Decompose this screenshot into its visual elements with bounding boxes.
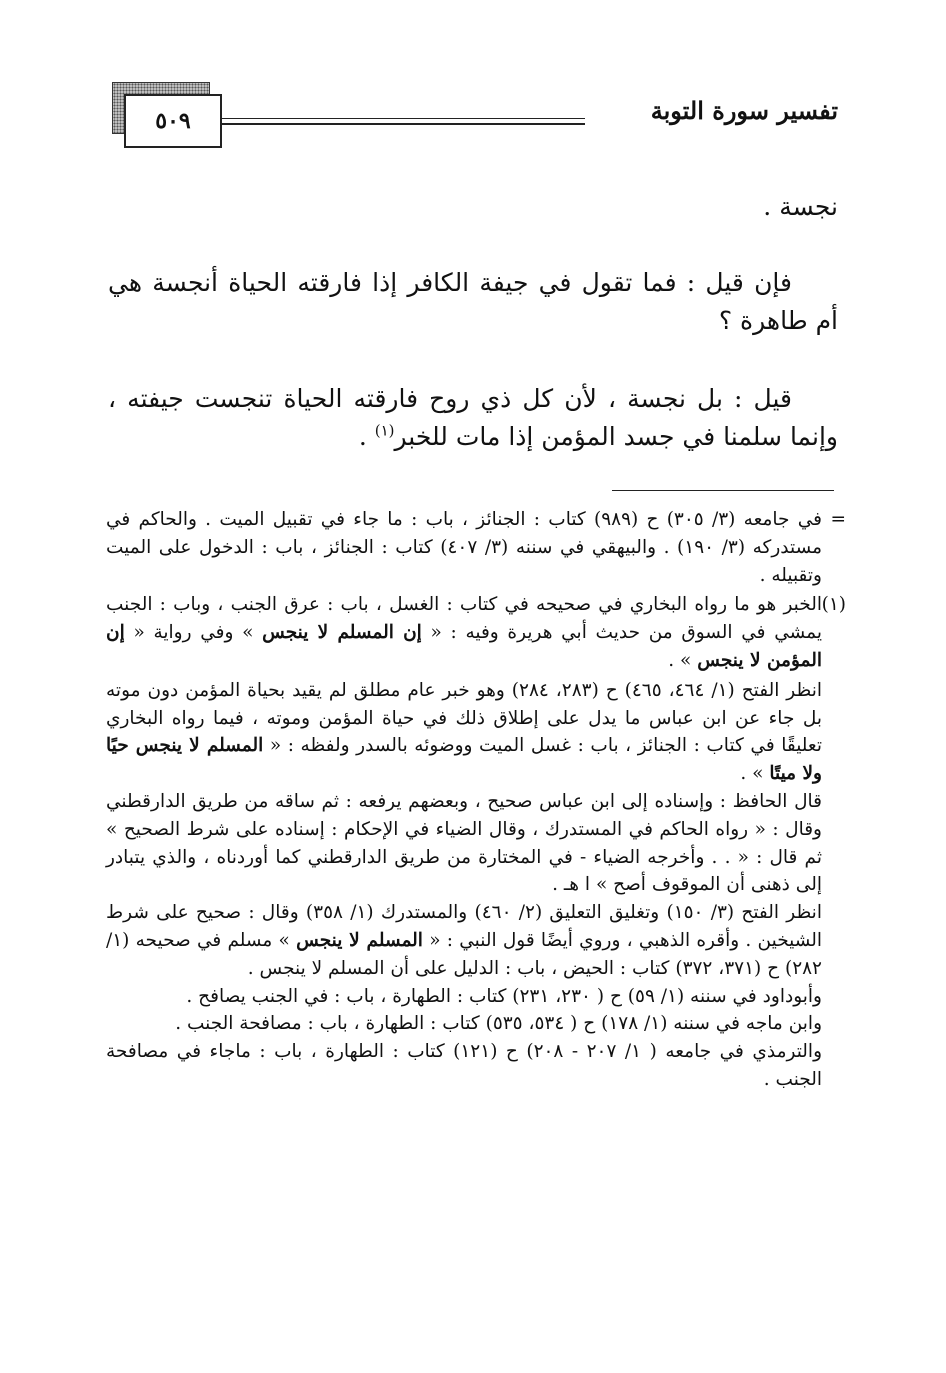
- footnote-1-text-e: » .: [668, 649, 692, 671]
- footnote-1-paragraph-4: [106, 899, 846, 982]
- footnote-separator: [612, 490, 834, 491]
- footnote-1-paragraph-7: والترمذي في جامعه ( ١/ ٢٠٧ - ٢٠٨) ح (١٢١) كتاب : الطهارة ، باب : ماجاء في مصافحة الجنب .: [106, 1041, 822, 1090]
- footnote-continuation-text: في جامعه (٣/ ٣٠٥) ح (٩٨٩) كتاب : الجنائز ، باب : ما جاء في تقبيل الميت . والحاكم في مستدركه (٣/ ١٩٠) . والبيهقي في سننه (٣/ ٤٠٧) كتاب : الجنائز ، باب : الدخول على الميت وتقبيله .: [106, 509, 822, 586]
- header-rule: [220, 118, 585, 119]
- hadith-quote-ibn-abbas: المسلم لا ينجس حيًا ولا ميتًا: [106, 735, 822, 785]
- footnote-1-paragraph-3: قال الحافظ : وإسناده إلى ابن عباس صحيح ، وبعضهم يرفعه : ثم ساقه من طريق الدارقطني وقال : « رواه الحاكم في المستدرك ، وقال الضياء في الإحكام : إسناده على شرط الصحيح » ثم قال : « . . وأخرجه الضياء - في المختارة من طريق الدارقطني كما أوردناه ، والذي يتبادر إلى ذهنى أن الموقوف أصح » ا هـ .: [106, 790, 822, 896]
- header-rule-thick: [220, 123, 585, 125]
- footnote-1-paragraph-6: وابن ماجه في سننه (١/ ١٧٨) ح ( ٥٣٤، ٥٣٥) كتاب : الطهارة ، باب : مصافحة الجنب .: [175, 1013, 822, 1035]
- footnote-text: » .: [740, 763, 764, 785]
- body-paragraph-3: [108, 380, 838, 456]
- footnote-1-paragraph-2: [106, 677, 846, 788]
- footnote-continuation: [106, 506, 846, 589]
- footnote-reference: (١): [374, 421, 395, 440]
- footnote-1-text-a: الخبر هو ما رواه البخاري في صحيحه في كتاب : الغسل ، باب : عرق الجنب ، وباب : الجنب يمشي في السوق من حديث أبي هريرة وفيه : «: [106, 594, 822, 644]
- footnotes: [106, 506, 846, 1094]
- body-paragraph-2: فإن قيل : فما تقول في جيفة الكافر إذا فارقته الحياة أنجسة هي أم طاهرة ؟: [108, 268, 838, 335]
- running-title: تفسير سورة التوبة: [650, 96, 838, 125]
- hadith-quote-muslim: المسلم لا ينجس: [296, 929, 423, 951]
- body-paragraph-3-end: .: [358, 422, 375, 451]
- footnote-1: [106, 591, 846, 674]
- footnote-1-paragraph-5: وأبوداود في سننه (١/ ٥٩) ح ( ٢٣٠، ٢٣١) كتاب : الطهارة ، باب : في الجنب يصافح .: [186, 985, 822, 1007]
- hadith-quote: إن المسلم لا ينجس: [262, 622, 422, 644]
- footnote-1-text-c: » وفي رواية «: [133, 622, 254, 644]
- continuation-mark: =: [830, 509, 846, 530]
- body-paragraph-1: نجسة .: [763, 192, 838, 221]
- page-number-box: [124, 94, 222, 148]
- footnote-1-marker: (١): [821, 594, 846, 616]
- footnote-text: انظر الفتح (٣/ ١٥٠) وتغليق التعليق (٢/ ٤٦٠) والمستدرك (١/ ٣٥٨) وقال : صحيح على شرط الشيخين . وأقره الذهبي ، وروي أيضًا قول النبي : «: [106, 902, 822, 951]
- body-paragraph-3-text: قيل : بل نجسة ، لأن كل ذي روح فارقته الحياة تنجست جيفته ، وإنما سلمنا في جسد المؤمن إذا مات للخبر: [108, 384, 838, 451]
- footnote-text: » مسلم في صحيحه (١/ ٢٨٢) ح (٣٧١، ٣٧٢) كتاب : الحيض ، باب : الدليل على أن المسلم لا ينجس .: [106, 929, 822, 979]
- page-number: ٥٠٩: [155, 108, 191, 134]
- hadith-quote-variant: إن المؤمن لا ينجس: [106, 622, 822, 671]
- page-header: [0, 0, 946, 170]
- footnote-text: انظر الفتح (١/ ٤٦٤، ٤٦٥) ح (٢٨٣، ٢٨٤) وهو خبر عام مطلق لم يقيد بحياة المؤمن دون موته بل جاء عن ابن عباس ما يدل على إطلاق ذلك في حياة المؤمن وموته ، فيما رواه البخاري تعليقًا في كتاب : الجنائز ، باب : غسل الميت ووضوئه بالسدر ولفظه : «: [106, 679, 823, 757]
